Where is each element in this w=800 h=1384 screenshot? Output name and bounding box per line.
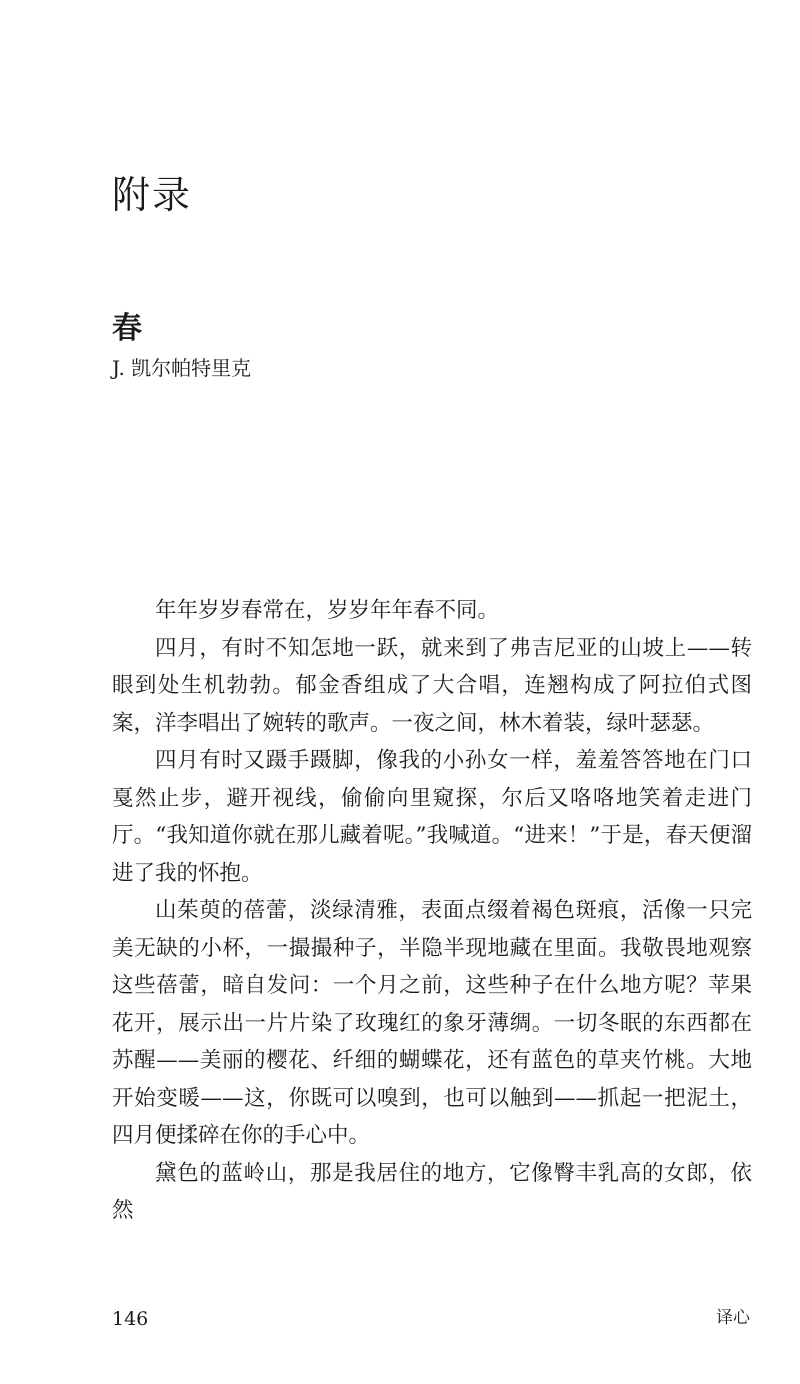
section-title: 附录 [112, 173, 193, 217]
article-title: 春 [112, 311, 142, 346]
paragraph: 四月，有时不知怎地一跃，就来到了弗吉尼亚的山坡上——转眼到处生机勃勃。郁金香组成了大合唱，连翘构成了阿拉伯式图案，洋李唱出了婉转的歌声。一夜之间，林木着装，绿叶瑟瑟。 [112, 635, 752, 736]
page-number: 146 [112, 1308, 149, 1330]
paragraph: 年年岁岁春常在，岁岁年年春不同。 [155, 598, 500, 623]
paragraph: 四月有时又蹑手蹑脚，像我的小孙女一样，羞羞答答地在门口戛然止步，避开视线，偷偷向里窥探，尔后又咯咯地笑着走进门厅。“我知道你就在那儿藏着呢。”我喊道。“进来！”于是，春天便溜进了我的怀抱。 [112, 748, 752, 886]
running-footer-title: 译心 [716, 1308, 750, 1328]
paragraph: 黛色的蓝岭山，那是我居住的地方，它像臀丰乳高的女郎，依然 [112, 1160, 752, 1223]
article-author: J. 凯尔帕特里克 [112, 356, 252, 380]
paragraph: 山茱萸的蓓蕾，淡绿清雅，表面点缀着褐色斑痕，活像一只完美无缺的小杯，一撮撮种子，半隐半现地藏在里面。我敬畏地观察这些蓓蕾，暗自发问：一个月之前，这些种子在什么地方呢？苹果花开，展示出一片片染了玫瑰红的象牙薄绸。一切冬眠的东西都在苏醒——美丽的樱花、纤细的蝴蝶花，还有蓝色的草夹竹桃。大地开始变暖——这，你既可以嗅到，也可以触到——抓起一把泥土，四月便揉碎在你的手心中。 [112, 898, 752, 1148]
article-body [112, 592, 752, 1230]
